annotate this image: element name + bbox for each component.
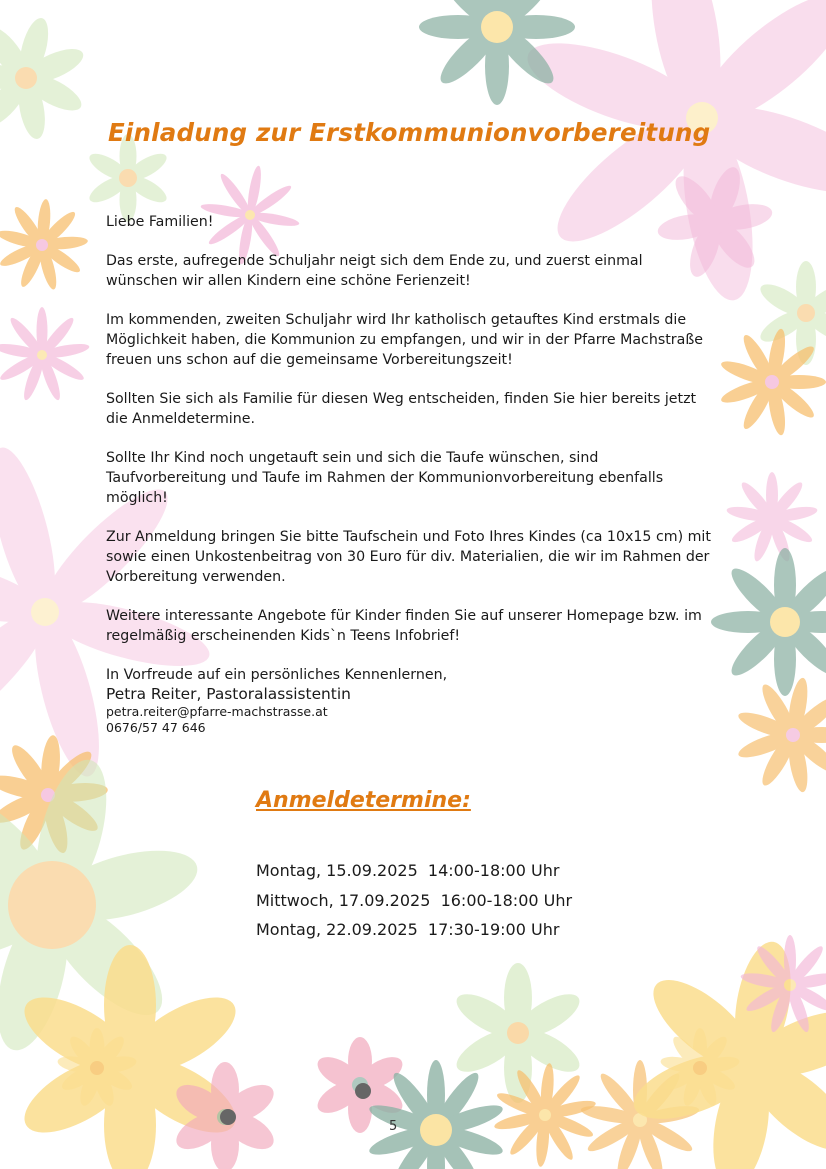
appointment-day: Mittwoch, 17.09.2025 xyxy=(256,890,431,910)
paragraph: Das erste, aufregende Schuljahr neigt sich dem Ende zu, und zuerst einmal wünschen wir allen Kindern eine schöne Ferienzeit! xyxy=(106,253,643,289)
appointment-row xyxy=(256,856,572,886)
closing-line: In Vorfreude auf ein persönliches Kennenlernen, xyxy=(106,667,448,683)
email-address: petra.reiter@pfarre-machstrasse.at xyxy=(106,704,328,719)
appointments-list xyxy=(256,856,572,945)
signature-name: Petra Reiter, Pastoralassistentin xyxy=(106,685,351,703)
appointment-time: 16:00-18:00 Uhr xyxy=(440,890,573,910)
appointment-day: Montag, 22.09.2025 xyxy=(256,920,418,939)
page-number: 5 xyxy=(389,1119,398,1134)
appointment-time: 17:30-19:00 Uhr xyxy=(427,920,560,939)
appointment-time: 14:00-18:00 Uhr xyxy=(427,861,560,880)
appointment-row xyxy=(256,886,572,916)
page-title: Einladung zur Erstkommunionvorbereitung xyxy=(108,118,711,147)
paragraph: Sollten Sie sich als Familie für diesen Weg entscheiden, finden Sie hier bereits jetzt die Anmeldetermine. xyxy=(106,391,697,427)
phone-number: 0676/57 47 646 xyxy=(106,720,206,735)
paragraph: Im kommenden, zweiten Schuljahr wird Ihr katholisch getauftes Kind erstmals die Möglichkeit haben, die Kommunion zu empfangen, und wir in der Pfarre Machstraße freuen uns schon auf die gemeinsame Vorbereitungszeit! xyxy=(106,312,703,368)
invitation-letter xyxy=(106,212,718,736)
appointment-row xyxy=(256,915,572,945)
paragraph: Weitere interessante Angebote für Kinder finden Sie auf unserer Homepage bzw. im regelmäßig erscheinenden Kids`n Teens Infobrief! xyxy=(106,608,702,644)
greeting: Liebe Familien! xyxy=(106,214,214,230)
paragraph: Sollte Ihr Kind noch ungetauft sein und sich die Taufe wünschen, sind Taufvorbereitung und Taufe im Rahmen der Kommunionvorbereitung ebenfalls möglich! xyxy=(106,450,664,506)
appointments-heading: Anmeldetermine: xyxy=(256,788,471,813)
paragraph: Zur Anmeldung bringen Sie bitte Taufschein und Foto Ihres Kindes (ca 10x15 cm) mit sowie einen Unkostenbeitrag von 30 Euro für div. Materialien, die wir im Rahmen der Vorbereitung verwenden. xyxy=(106,529,711,585)
appointment-day: Montag, 15.09.2025 xyxy=(256,861,418,880)
